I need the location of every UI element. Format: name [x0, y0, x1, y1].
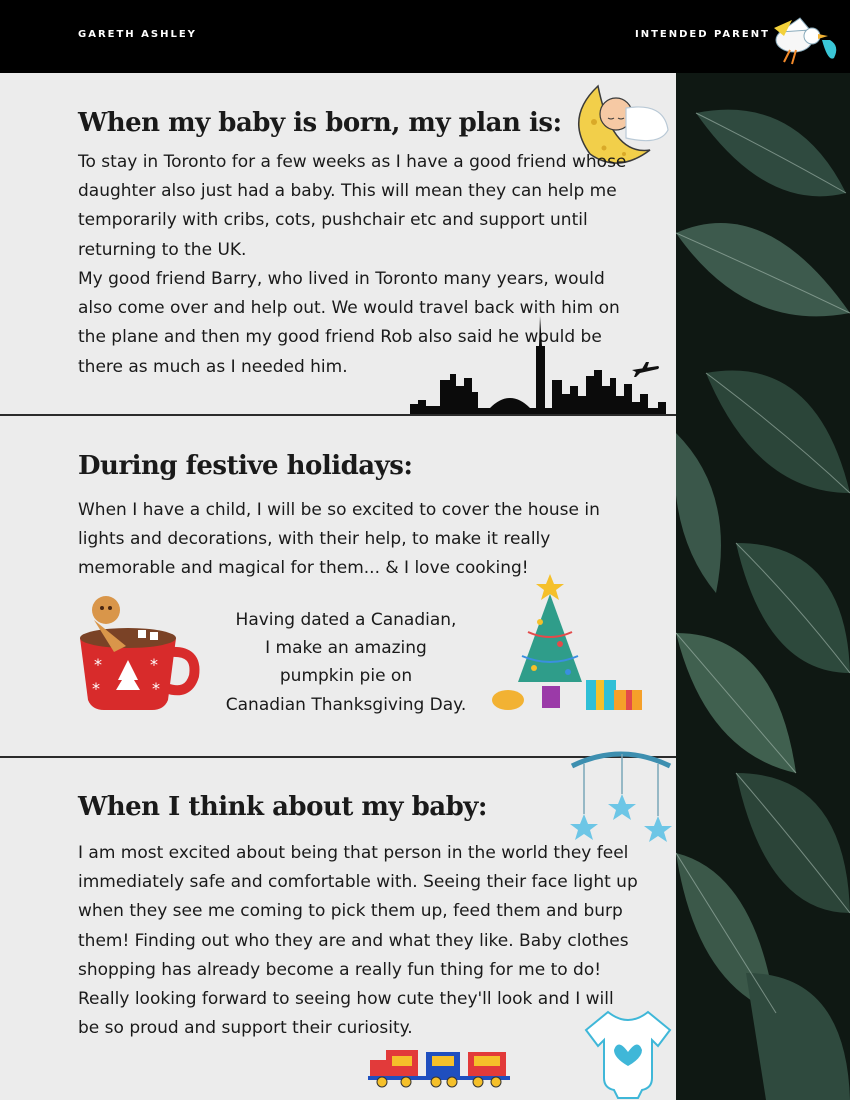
svg-text:*: *: [150, 655, 158, 674]
thanksgiving-note: [210, 606, 482, 719]
section1-paragraph2: My good friend Barry, who lived in Toronto many years, would also come over and help out. We would travel back with him on the plane and then my good friend Rob also said he would be there as much as I needed him.: [78, 269, 620, 377]
note-line: I make an amazing: [265, 638, 427, 659]
gingerbread-mug-icon: [74, 590, 202, 714]
svg-text:*: *: [92, 679, 100, 698]
stork-icon: [770, 10, 840, 68]
author-name: GARETH ASHLEY: [78, 29, 197, 40]
baby-mobile-icon: [566, 744, 676, 844]
section3-title: When I think about my baby:: [78, 792, 487, 822]
leaves-photo: [676, 73, 850, 1100]
svg-text:*: *: [94, 655, 102, 674]
section3-paragraph: I am most excited about being that person in the world they feel immediately safe and comfortable with. Seeing their face light up when they see me coming to pick them up, feed them and burp them! Finding out who they are and what they like. Baby clothes shopping has already become a really fun thing for me to do! Really looking forward to seeing how cute they'll look and I will be so proud and support their curiosity.: [78, 843, 638, 1039]
note-line: Having dated a Canadian,: [235, 610, 457, 630]
author-role: INTENDED PARENT: [635, 29, 770, 40]
note-line: pumpkin pie on: [279, 666, 413, 687]
airplane-icon: [632, 360, 660, 378]
toy-train-icon: [368, 1046, 510, 1088]
christmas-tree-icon: [488, 572, 646, 718]
section1-paragraph1: To stay in Toronto for a few weeks as I have a good friend whose daughter also just had a baby. This will mean they can help me temporarily with cribs, cots, pushchair etc and support until returning to the UK.: [78, 152, 627, 260]
section2-paragraph: When I have a child, I will be so excited to cover the house in lights and decorations, with their help, to make it really memorable and magical for them... & I love cooking!: [78, 500, 600, 579]
svg-text:*: *: [152, 679, 160, 698]
baby-onesie-icon: [584, 1008, 672, 1100]
section2-title: During festive holidays:: [78, 451, 413, 481]
header-bar: [0, 0, 850, 73]
note-line: Canadian Thanksgiving Day.: [225, 694, 467, 715]
divider-1: [0, 414, 676, 416]
section1-title: When my baby is born, my plan is:: [78, 108, 562, 138]
